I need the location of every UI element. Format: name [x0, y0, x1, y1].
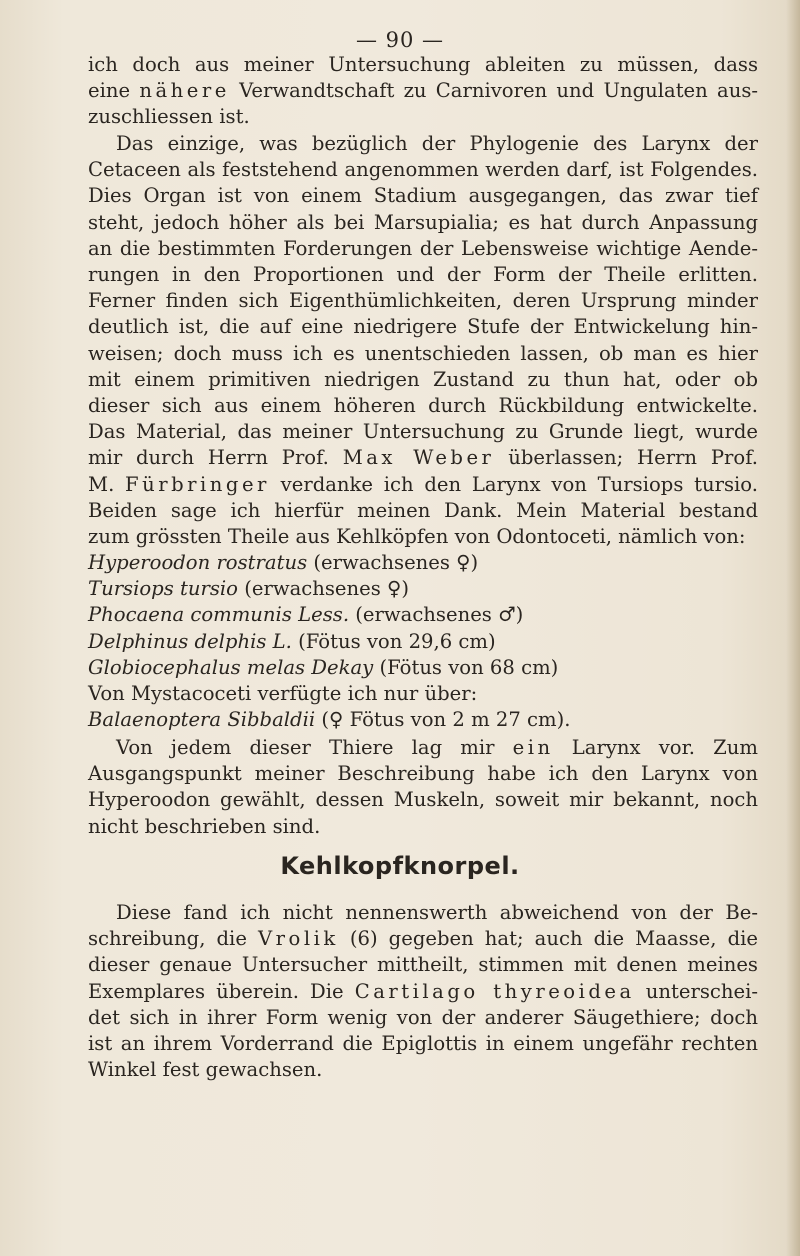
paragraph-3	[88, 735, 758, 840]
species-name: Balaenoptera Sibbaldii	[88, 708, 316, 732]
species-list	[88, 550, 758, 733]
text-line: mit einem primitiven niedrigen Zustand zu thun hat, oder ob	[88, 367, 758, 391]
text-line: Das einzige, was bezüglich der Phylogenie des Larynx der	[116, 132, 758, 155]
paragraph-4	[88, 900, 758, 1083]
text-line: det sich in ihrer Form wenig von der anderer Säugethiere; doch	[88, 1005, 758, 1029]
species-item: Globiocephalus melas Dekay (Fötus von 68 cm)	[88, 655, 559, 679]
text-line: Winkel fest gewachsen.	[88, 1058, 323, 1082]
paragraph-2	[88, 131, 758, 550]
text-line: eine nähere Verwandtschaft zu Carnivoren und Ungulaten aus-	[88, 79, 759, 103]
page-number: — 90 —	[355, 28, 445, 52]
author-name-weber: Max Weber	[342, 446, 495, 470]
text-line: steht, jedoch höher als bei Marsupialia; es hat durch Anpassung	[88, 210, 758, 234]
text-line: Diese fand ich nicht nennenswerth abweichend von der Be-	[116, 901, 758, 924]
text-line: dieser genaue Untersucher mittheilt, stimmen mit denen meines	[88, 953, 758, 977]
species-item: Delphinus delphis L. (Fötus von 29,6 cm)	[88, 629, 496, 653]
emphasis-spaced: Cartilago thyreoidea	[354, 979, 635, 1003]
text-line: mir durch Herrn Prof. Max Weber überlassen; Herrn Prof.	[88, 446, 758, 470]
text-line: Ausgangspunkt meiner Beschreibung habe ich den Larynx von	[88, 762, 758, 786]
text-line: Beiden sage ich hierfür meinen Dank. Mein Material bestand	[88, 498, 758, 522]
text-line: Dies Organ ist von einem Stadium ausgegangen, das zwar tief	[88, 184, 758, 208]
author-name-vrolik: Vrolik	[258, 927, 339, 951]
emphasis-spaced: ein	[512, 736, 554, 759]
species-item: Phocaena communis Less. (erwachsenes ♂)	[88, 603, 524, 627]
text-line: Von jedem dieser Thiere lag mir ein Larynx vor. Zum	[116, 736, 758, 759]
species-name: Tursiops tursio	[88, 577, 238, 601]
text-line: zuschliessen ist.	[88, 105, 250, 129]
text-line: Ferner finden sich Eigenthümlichkeiten, deren Ursprung minder	[88, 289, 758, 313]
species-name: Delphinus delphis L.	[88, 629, 292, 653]
text-line: Cetaceen als feststehend angenommen werden darf, ist Folgendes.	[88, 158, 758, 182]
text-line: dieser sich aus einem höheren durch Rückbildung entwickelte.	[88, 394, 758, 418]
text-line: rungen in den Proportionen und der Form der Theile erlitten.	[88, 263, 758, 287]
species-item: Hyperoodon rostratus (erwachsenes ♀)	[88, 551, 479, 574]
text-line: deutlich ist, die auf eine niedrigere Stufe der Entwickelung hin-	[88, 315, 758, 339]
paragraph-1	[88, 52, 758, 131]
author-name-fuerbringer: Fürbringer	[125, 472, 270, 496]
text-line: an die bestimmten Forderungen der Lebensweise wichtige Aende-	[88, 236, 758, 260]
species-name: Phocaena communis Less.	[88, 603, 350, 627]
text-line: Exemplares überein. Die Cartilago thyreoidea unterschei-	[88, 979, 758, 1003]
text-line: ist an ihrem Vorderrand die Epiglottis in einem ungefähr rechten	[88, 1032, 758, 1056]
text-line: ich doch aus meiner Untersuchung ableiten zu müssen, dass	[88, 53, 758, 76]
text-line: Das Material, das meiner Untersuchung zu Grunde liegt, wurde	[88, 420, 758, 444]
text-line: Hyperoodon gewählt, dessen Muskeln, soweit mir bekannt, noch	[88, 788, 758, 812]
text-line: weisen; doch muss ich es unentschieden lassen, ob man es hier	[88, 341, 758, 365]
text-line: nicht beschrieben sind.	[88, 814, 321, 838]
species-name: Hyperoodon rostratus	[88, 551, 308, 574]
species-name: Globiocephalus melas Dekay	[88, 655, 374, 679]
text-line: zum grössten Theile aus Kehlköpfen von Odontoceti, nämlich von:	[88, 525, 746, 549]
species-item: Balaenoptera Sibbaldii (♀ Fötus von 2 m 27 cm).	[88, 708, 571, 732]
section-heading: Kehlkopfknorpel.	[280, 852, 520, 880]
text-line: M. Fürbringer verdanke ich den Larynx von Tursiops tursio.	[88, 472, 758, 496]
emphasis-spaced: nähere	[139, 79, 230, 103]
page-edge-shadow	[786, 0, 800, 1256]
species-item: Tursiops tursio (erwachsenes ♀)	[88, 577, 409, 601]
text-line: schreibung, die Vrolik (6) gegeben hat; auch die Maasse, die	[88, 927, 758, 951]
mysticeti-intro: Von Mystacoceti verfügte ich nur über:	[88, 682, 478, 706]
